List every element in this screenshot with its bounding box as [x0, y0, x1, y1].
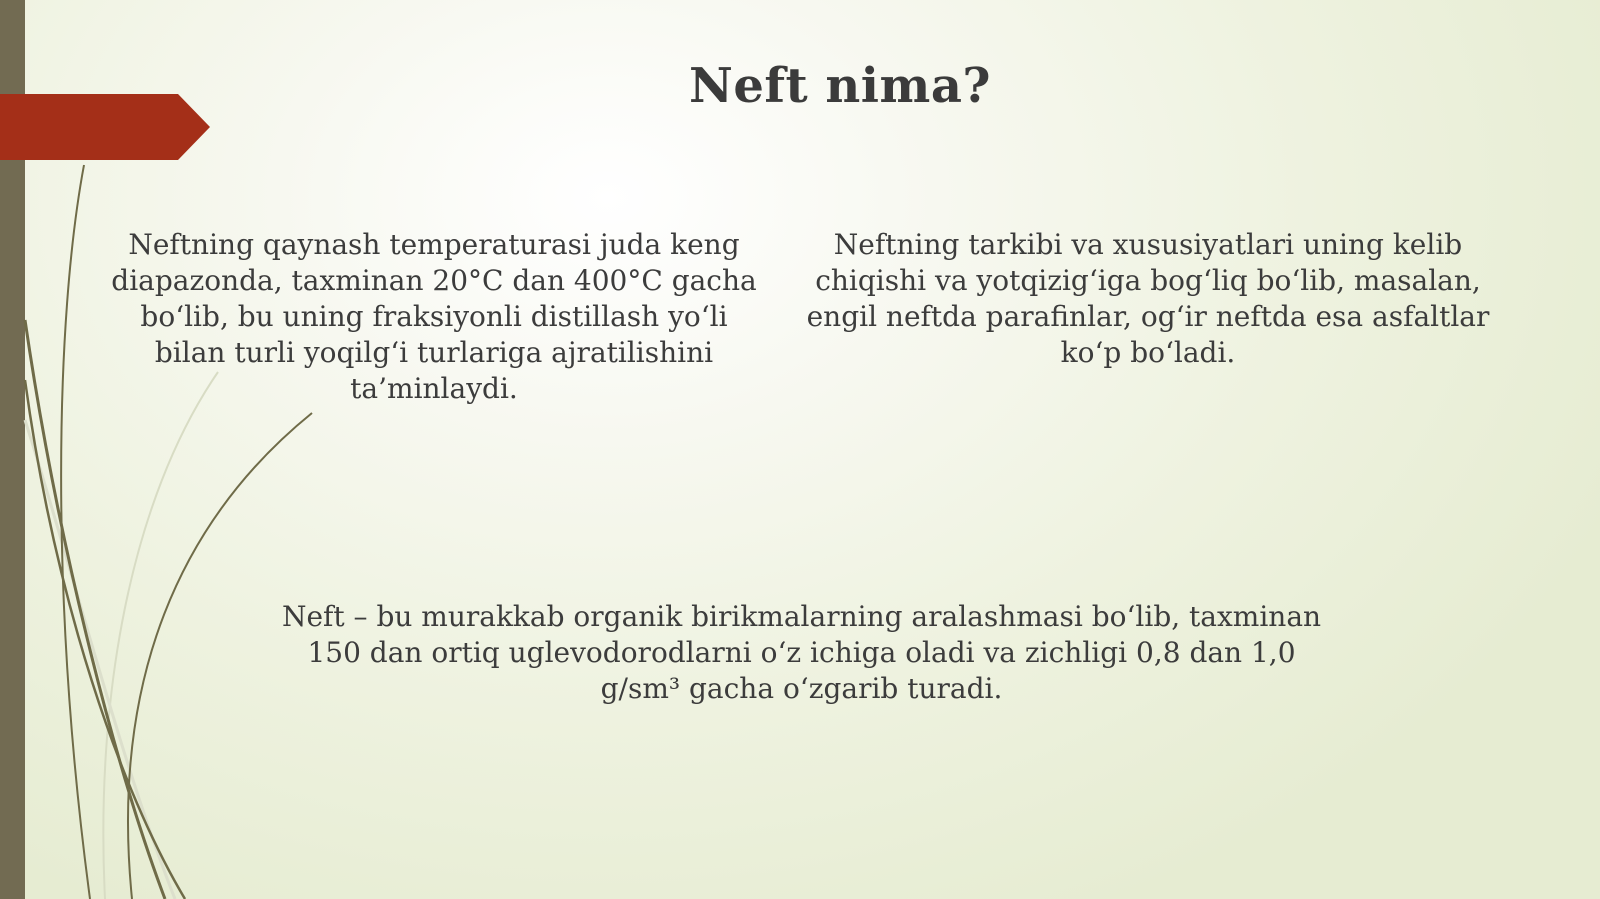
- text-block-boiling-temperature: Neftning qaynash temperaturasi juda keng diapazonda, taxminan 20°C dan 400°C gacha bo‘lib, bu uning fraksiyonli distillash yo‘li bilan turli yoqilg‘i turlariga ajratilishini ta’minlaydi.: [111, 228, 757, 405]
- text-block-definition: Neft – bu murakkab organik birikmalarning aralashmasi bo‘lib, taxminan 150 dan ortiq uglevodorodlarni o‘z ichiga oladi va zichligi 0,8 dan 1,0 g/sm³ gacha o‘zgarib turadi.: [281, 600, 1322, 705]
- slide-title: Neft nima?: [688, 58, 992, 114]
- text-block-composition: Neftning tarkibi va xususiyatlari uning kelib chiqishi va yotqizig‘iga bog‘liq bo‘lib, masalan, engil neftda parafinlar, og‘ir neftda esa asfaltlar ko‘p bo‘ladi.: [806, 228, 1490, 369]
- red-arrow-shape: [0, 94, 210, 160]
